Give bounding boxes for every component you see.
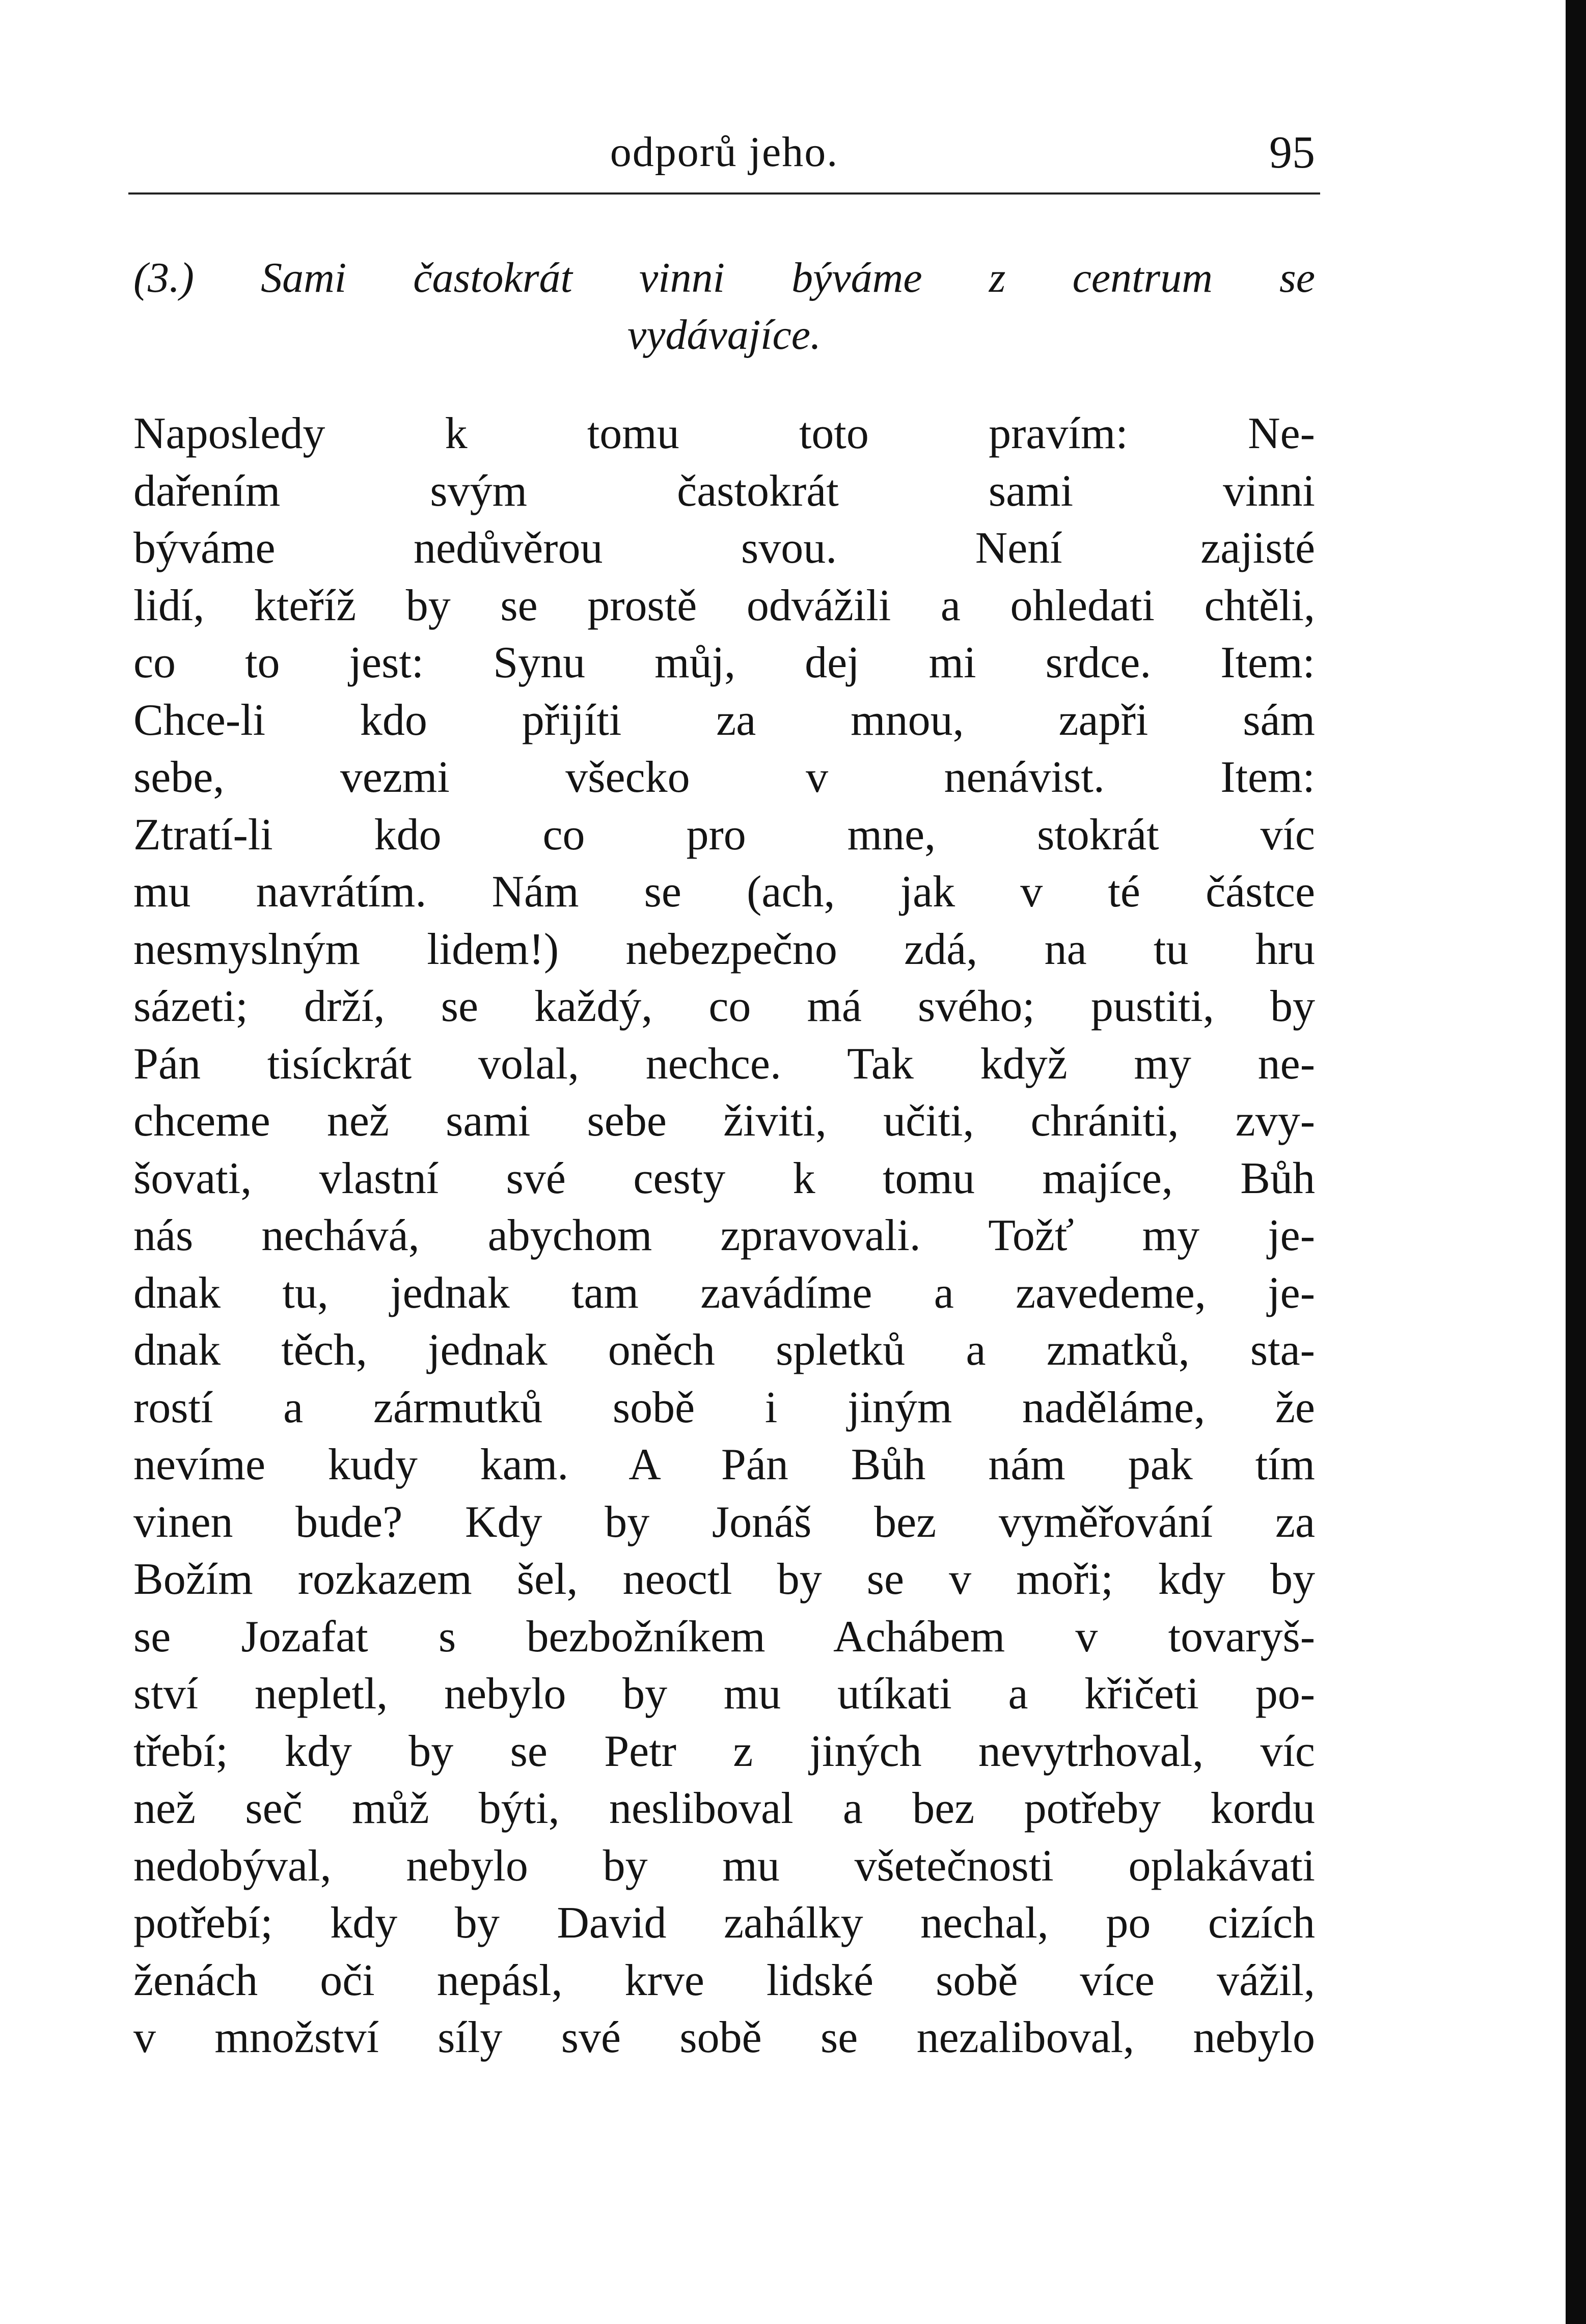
text-line: vinen bude? Kdy by Jonáš bez vyměřování za <box>133 1497 1315 1547</box>
text-line: dnak těch, jednak oněch spletků a zmatků, sta- <box>133 1325 1315 1375</box>
section-heading <box>133 250 1315 364</box>
text-line: se Jozafat s bezbožníkem Achábem v tovaryš- <box>133 1612 1315 1662</box>
text-line: Naposledy k tomu toto pravím: Ne- <box>133 409 1315 458</box>
text-line: nás nechává, abychom zpravovali. Tožť my je- <box>133 1211 1315 1260</box>
scan-edge <box>1566 0 1586 2324</box>
text-line: třebí; kdy by se Petr z jiných nevytrhoval, víc <box>133 1726 1315 1776</box>
text-line: chceme než sami sebe živiti, učiti, chrániti, zvy- <box>133 1096 1315 1146</box>
text-line: nedobýval, nebylo by mu všetečnosti oplakávati <box>133 1841 1315 1891</box>
running-head <box>133 117 1315 193</box>
section-heading-line: vydávajíce. <box>627 311 822 358</box>
text-line: než seč můž býti, nesliboval a bez potřeby kordu <box>133 1784 1315 1833</box>
header-rule <box>128 192 1320 195</box>
text-line: co to jest: Synu můj, dej mi srdce. Item: <box>133 638 1315 687</box>
text-line: dnak tu, jednak tam zavádíme a zavedeme, je- <box>133 1268 1315 1318</box>
text-line: ženách oči nepásl, krve lidské sobě více vážil, <box>133 1955 1315 2005</box>
text-line: Ztratí-li kdo co pro mne, stokrát víc <box>133 810 1315 860</box>
text-line: lidí, kteříž by se prostě odvážili a ohledati chtěli, <box>133 580 1315 630</box>
text-line: šovati, vlastní své cesty k tomu majíce, Bůh <box>133 1153 1315 1203</box>
book-page <box>133 117 1315 2067</box>
text-line: mu navrátím. Nám se (ach, jak v té částce <box>133 867 1315 917</box>
body-paragraph <box>133 405 1315 2067</box>
text-line: v množství síly své sobě se nezaliboval, nebylo <box>133 2013 1315 2062</box>
text-line: sázeti; drží, se každý, co má svého; pustiti, by <box>133 982 1315 1031</box>
text-line: nesmyslným lidem!) nebezpečno zdá, na tu hru <box>133 924 1315 974</box>
text-line: rostí a zármutků sobě i jiným naděláme, že <box>133 1382 1315 1432</box>
text-line: Božím rozkazem šel, neoctl by se v moři; kdy by <box>133 1555 1315 1604</box>
text-line: nevíme kudy kam. A Pán Bůh nám pak tím <box>133 1440 1315 1489</box>
text-line: býváme nedůvěrou svou. Není zajisté <box>133 523 1315 573</box>
section-heading-line: (3.) Sami častokrát vinni býváme z centrum se <box>133 254 1315 301</box>
text-line: Pán tisíckrát volal, nechce. Tak když my ne- <box>133 1039 1315 1089</box>
running-head-title: odporů jeho. <box>610 128 839 176</box>
page-number: 95 <box>1269 127 1315 178</box>
text-line: ství nepletl, nebylo by mu utíkati a křičeti po- <box>133 1669 1315 1719</box>
text-line: dařením svým častokrát sami vinni <box>133 466 1315 516</box>
text-line: Chce-li kdo přijíti za mnou, zapři sám <box>133 695 1315 745</box>
text-line: sebe, vezmi všecko v nenávist. Item: <box>133 753 1315 802</box>
text-line: potřebí; kdy by David zahálky nechal, po cizích <box>133 1898 1315 1948</box>
